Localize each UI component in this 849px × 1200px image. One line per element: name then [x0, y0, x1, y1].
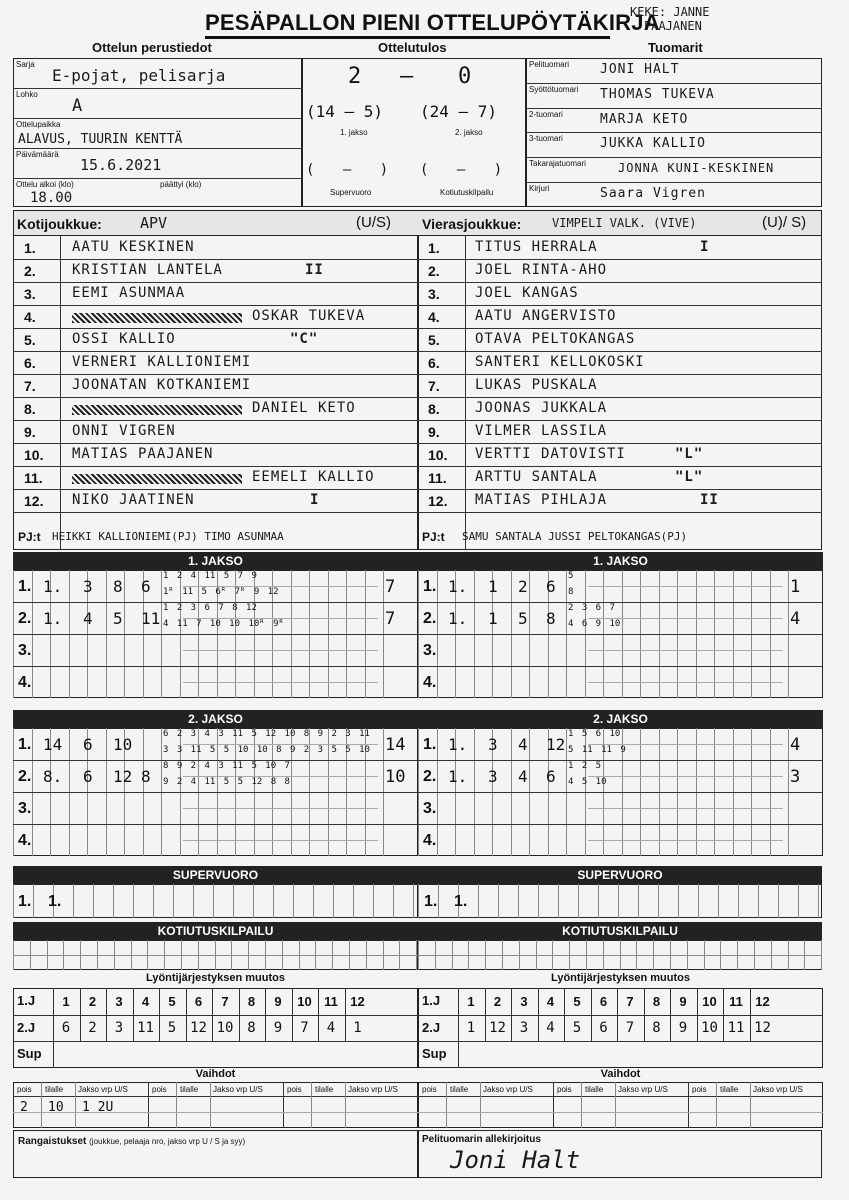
referee-name-2: MARJA KETO — [600, 111, 689, 127]
result-j1: (14 – 5) — [306, 102, 384, 121]
lj-2j-value: 3 — [114, 1020, 124, 1036]
batter-c: 4 — [518, 767, 528, 786]
batter-d: 6 — [546, 767, 556, 786]
sequence-bottom: 4 11 7 10 10 10ᴿ 9ᴿ — [163, 619, 284, 629]
vaihdot-jakso: Jakso vrp U/S — [78, 1085, 128, 1094]
batter-a: 1. — [448, 735, 468, 754]
home-player-name: DANIEL KETO — [252, 400, 356, 416]
lj-col: 1 — [467, 994, 475, 1009]
home-player-num: 8. — [24, 401, 36, 417]
away-player-mark: "L" — [675, 469, 704, 485]
away-player-name: OTAVA PELTOKANGAS — [475, 331, 636, 347]
lj-2j-value: 8 — [247, 1020, 256, 1036]
sequence-top: 2 3 6 7 — [568, 603, 615, 613]
batter-a: 1. — [448, 767, 468, 786]
lj-col: 12 — [350, 994, 365, 1009]
lj-2j-value: 5 — [167, 1020, 177, 1036]
inning-label: 1. — [18, 578, 32, 595]
referee-name-1: THOMAS TUKEVA — [600, 86, 715, 102]
away-player-name: VILMER LASSILA — [475, 423, 608, 439]
away-player-num: 12. — [428, 493, 448, 509]
lj-title-home: Lyöntijärjestyksen muutos — [146, 972, 285, 984]
batter-c: 10 — [113, 735, 133, 754]
home-player-num: 11. — [24, 470, 43, 486]
inning-label: 2. — [423, 610, 437, 627]
away-player-num: 2. — [428, 263, 440, 279]
lj-2j-value: 4 — [546, 1020, 555, 1036]
batter-a: 8. — [43, 767, 63, 786]
away-player-name: JOEL RINTA-AHO — [475, 262, 608, 278]
away-player-name: JOONAS JUKKALA — [475, 400, 608, 416]
batter-b: 3 — [83, 577, 93, 596]
batter-c: 4 — [518, 735, 528, 754]
home-player-name: NIKO JAATINEN — [72, 492, 195, 508]
lj-row-label: 2.J — [17, 1019, 36, 1035]
lj-col: 4 — [546, 994, 555, 1009]
lj-row-label: 1.J — [17, 993, 36, 1008]
home-team-name: APV — [140, 214, 168, 232]
away-player-name: TITUS HERRALA — [475, 239, 598, 255]
vaihdot-pois: pois — [557, 1085, 572, 1094]
inning-label: 3. — [423, 642, 437, 659]
paattyi-label: päättyi (klo) — [160, 180, 202, 189]
away-player-mark: "L" — [675, 446, 704, 462]
result-away: 0 — [458, 64, 472, 89]
batter-a: 14 — [43, 735, 63, 754]
sequence-top: 1 2 3 6 7 8 12 — [163, 603, 257, 613]
lj-col: 8 — [247, 994, 256, 1009]
vaihto-jakso-value: 1 2U — [82, 1100, 114, 1115]
lj-2j-value: 7 — [625, 1020, 635, 1036]
home-player-num: 12. — [24, 493, 44, 509]
vaihdot-pois: pois — [422, 1085, 437, 1094]
away-player-name: SANTERI KELLOKOSKI — [475, 354, 645, 370]
inning-label: 4. — [423, 674, 437, 691]
lj-row-label: 1.J — [422, 993, 441, 1008]
home-player-name: MATIAS PAAJANEN — [72, 446, 214, 462]
vaihdot-tilalle: tilalle — [450, 1085, 469, 1094]
document-title: PESÄPALLON PIENI OTTELUPÖYTÄKIRJA — [205, 10, 660, 35]
home-player-name: JOONATAN KOTKANIEMI — [72, 377, 252, 393]
lj-2j-value: 11 — [727, 1020, 745, 1036]
lj-title-away: Lyöntijärjestyksen muutos — [551, 972, 690, 984]
inning-total: 14 — [385, 735, 406, 755]
pvm-label: Päivämäärä — [16, 150, 59, 159]
home-player-name: VERNERI KALLIONIEMI — [72, 354, 252, 370]
away-player-num: 3. — [428, 286, 440, 302]
home-player-name: EEMI ASUNMAA — [72, 285, 186, 301]
referee-signature: Joni Halt — [450, 1146, 581, 1174]
vaihdot-jakso: Jakso vrp U/S — [483, 1085, 533, 1094]
inning-label: 2. — [18, 768, 32, 785]
j1-bar-away: 1. JAKSO — [418, 552, 823, 570]
away-player-name: LUKAS PUSKALA — [475, 377, 598, 393]
inning-label: 1. — [423, 736, 437, 753]
lj-col: 3 — [520, 994, 528, 1009]
inning-total: 7 — [385, 609, 396, 629]
paikka-value: ALAVUS, TUURIN KENTTÄ — [18, 132, 183, 147]
batter-d: 8 — [141, 767, 151, 786]
sv-bar-away: SUPERVUORO — [418, 866, 822, 884]
crossed-out-name — [72, 313, 242, 323]
j1-label: 1. jakso — [340, 128, 368, 137]
lj-col: 5 — [168, 994, 176, 1009]
vaihdot-tilalle: tilalle — [180, 1085, 199, 1094]
lohko-value: A — [72, 96, 83, 116]
away-player-num: 4. — [428, 309, 440, 325]
referee-role-2: 2-tuomari — [529, 109, 563, 119]
sequence-top: 1 2 4 11 5 7 9 — [163, 571, 257, 581]
lj-2j-value: 9 — [273, 1020, 283, 1036]
sequence-bottom: 3 3 11 5 5 10 10 8 9 2 3 5 5 10 — [163, 745, 370, 755]
batter-a: 1. — [43, 577, 63, 596]
lj-2j-value: 12 — [489, 1020, 506, 1036]
lj-2j-value: 1 — [466, 1020, 476, 1036]
referee-name-3: JUKKA KALLIO — [600, 136, 706, 152]
away-player-name: ARTTU SANTALA — [475, 469, 598, 485]
j2-label: 2. jakso — [455, 128, 483, 137]
home-team-label: Kotijoukkue: — [17, 216, 102, 232]
away-player-num: 7. — [428, 378, 440, 394]
referee-name-5: Saara Vigren — [600, 186, 706, 201]
batter-d: 6 — [546, 577, 556, 596]
corner-note-line1: KEKE: JANNE — [630, 5, 710, 19]
batter-c: 5 — [518, 609, 528, 628]
away-player-num: 9. — [428, 424, 440, 440]
lj-col: 4 — [141, 994, 150, 1009]
home-player-mark: "C" — [290, 331, 319, 347]
batter-b: 6 — [83, 767, 93, 786]
sv-bar-home: SUPERVUORO — [13, 866, 418, 884]
home-player-name: KRISTIAN LANTELA — [72, 262, 223, 278]
away-us: (U)/ S) — [762, 214, 807, 231]
basic-info-header: Ottelun perustiedot — [92, 40, 212, 55]
sv-label-away2: 1. — [454, 893, 468, 910]
scoresheet-page: PESÄPALLON PIENI OTTELUPÖYTÄKIRJA KEKE: JANNE PAAJANEN Ottelun perustiedot Ottelutulos Tuomarit Sarja E-pojat, pelisarja Lohko A Ottelupaikka ALAVUS, TUURIN KENTTÄ Päivämäärä 15.6.2021 Ottelu alkoi (klo) päättyi (klo) 18.00 2 — 0 (14 – 5) (24 – 7) 1. jakso 2. jakso ( – ) ( – ) Supervuoro Kotiutuskilpailu Pelituomari JONI HALT Syöttötuomari THOMAS TUKEVA 2-tuomari MARJA KETO 3-tuomari JUKKA KALLIO Takarajatuomari JONNA KUNI-KESKINEN Kirjuri Saara Vigren Kotijoukkue: APV (U/S) Vierasjoukkue: VIMPELI VALK. (VIVE) (U)/ S) 1. 1. AATU KESKINEN TITUS HERRALA I 2. 2. KRISTIAN LANTELA JOEL RINTA-AHO II 3. 3. EEMI ASUNMAA JOEL KANGAS 4. 4. OSKAR TUKEVA AATU ANGERVISTO 5. 5. OSSI KALLIO OTAVA PELTOKANGAS "C" 6. 6. VERNERI KALLIONIEMI SANTERI KELLOKOSKI 7. 7. JOONATAN KOTKANIEMI LUKAS PUSKALA 8. 8. DANIEL KETO JOONAS JUKKALA 9. 9. ONNI VIGREN VILMER LASSILA 10. 10. MATIAS PAAJANEN VERTTI DATOVISTI "L" 11. 11. EEMELI KALLIO ARTTU SANTALA "L" 12. 12. NIKO JAATINEN MATIAS PIHLAJA I II PJ:t HEIKKI KALLIONIEMI(PJ) TIMO ASUNMAA PJ:t SAMU SANTALA JUSSI PELTOKANGAS(PJ) 1. JAKSO 1. 2. 3. 4. 1. 3 8 6 1 2 4 11 5 7 9 1ᴿ 11 5 6ᴿ 7ᴿ 9 12 7 1. 4 5 11 1 2 3 6 7 8 12 4 11 7 10 10 10ᴿ 9ᴿ 7 1. JAKSO 1. 2. 3. 4. 1. 1 2 6 5 8 1 1. 1 5 8 2 3 6 7 4 6 9 10 4 2. JAKSO 1. 2. 3. 4. 14 6 10 6 2 3 4 3 11 5 12 10 8 9 2 3 11 3 3 11 5 5 10 10 8 9 2 3 5 5 10 14 8. 6 12 8 8 9 2 4 3 11 5 10 7 9 2 4 11 5 5 12 8 8 10 2. JAKSO 1. 2. 3. 4. 1. 3 4 12 1 5 6 10 5 11 11 9 4 1. 3 4 6 1 2 5 4 5 10 3 SUPERVUORO SUPERVUORO 1. 1. 1. 1. KOTIUTUSKILPAILU KOTIUTUSKILPAILU Lyöntijärjestyksen muutos 1.J 2.J Sup 1 6 2 2 3 3 4 11 5 5 6 12 7 10 8 8 9 9 10 7 11 4 12 1 Lyöntijärjestyksen muutos 1.J 2.J Sup 1 1 2 12 3 3 4 4 5 5 6 6 7 7 8 8 9 9 10 10 11 11 12 12 Vaihdot pois tilalle Jakso vrp U/S pois tilalle Jakso vrp U/S pois tilalle Jakso vrp U/S Vaihdot pois tilalle Jakso vrp U/S pois tilalle Jakso vrp U/S pois tilalle Jakso vrp U/S 2 10 1 2U Rangaistukset (joukkue, pelaaja nro, jakso vrp U / S ja syy) Pelituomarin allekirjoitus Joni Halt — [0, 0, 849, 1200]
referees-header: Tuomarit — [648, 40, 703, 55]
lj-row-label: Sup — [17, 1046, 42, 1062]
j2-bar-away: 2. JAKSO — [418, 710, 823, 728]
batter-a: 1. — [43, 609, 63, 628]
home-player-num: 4. — [24, 309, 36, 325]
lj-col: 2 — [88, 994, 97, 1009]
lj-col: 7 — [221, 994, 229, 1009]
home-player-name: OSKAR TUKEVA — [252, 308, 366, 324]
referee-name-0: JONI HALT — [600, 62, 680, 77]
inning-label: 1. — [18, 736, 32, 753]
away-player-name: MATIAS PIHLAJA — [475, 492, 608, 508]
home-player-num: 6. — [24, 355, 36, 371]
home-player-num: 10. — [24, 447, 44, 463]
vaihdot-jakso: Jakso vrp U/S — [213, 1085, 263, 1094]
batter-c: 8 — [113, 577, 123, 596]
away-player-num: 1. — [428, 240, 440, 256]
batter-c: 5 — [113, 609, 123, 628]
corner-note — [630, 5, 709, 33]
lj-row-label: 2.J — [422, 1019, 441, 1035]
inning-total: 7 — [385, 577, 396, 597]
inning-total: 4 — [790, 735, 801, 755]
vaihdot-pois: pois — [287, 1085, 302, 1094]
sv-label-home2: 1. — [48, 893, 62, 910]
lj-2j-value: 10 — [216, 1020, 234, 1036]
away-player-name: JOEL KANGAS — [475, 285, 579, 301]
lj-2j-value: 1 — [353, 1020, 362, 1036]
home-player-name: OSSI KALLIO — [72, 331, 176, 347]
inning-total: 10 — [385, 767, 406, 787]
sv-label-away: 1. — [424, 893, 438, 910]
vaihdot-tilalle: tilalle — [315, 1085, 334, 1094]
lj-2j-value: 3 — [519, 1020, 529, 1036]
lj-2j-value: 6 — [61, 1020, 71, 1036]
inning-total: 1 — [790, 577, 801, 597]
vaihto-tilalle-value: 10 — [48, 1100, 64, 1115]
home-player-name: AATU KESKINEN — [72, 239, 195, 255]
away-player-num: 5. — [428, 332, 440, 348]
home-player-name: EEMELI KALLIO — [252, 469, 375, 485]
sequence-top: 5 — [568, 571, 574, 581]
lj-2j-value: 10 — [701, 1020, 718, 1036]
title-underline — [205, 36, 610, 39]
lj-2j-value: 9 — [678, 1020, 688, 1036]
referee-role-5: Kirjuri — [529, 184, 550, 193]
home-player-num: 2. — [24, 263, 36, 279]
result-j2: (24 – 7) — [420, 102, 498, 121]
sarja-label: Sarja — [16, 60, 35, 69]
lj-2j-value: 6 — [599, 1020, 608, 1036]
lj-col: 10 — [297, 994, 312, 1009]
vaihdot-jakso: Jakso vrp U/S — [753, 1085, 803, 1094]
vaihdot-pois: pois — [17, 1085, 32, 1094]
away-player-mark: I — [700, 239, 710, 255]
lj-col: 10 — [702, 994, 717, 1009]
sequence-top: 6 2 3 4 3 11 5 12 10 8 9 2 3 11 — [163, 729, 370, 739]
home-us: (U/S) — [356, 214, 391, 231]
referee-name-4: JONNA KUNI-KESKINEN — [618, 161, 775, 176]
away-player-name: AATU ANGERVISTO — [475, 308, 617, 324]
crossed-out-name — [72, 405, 242, 415]
home-player-mark: I — [310, 492, 320, 508]
lj-col: 11 — [729, 994, 743, 1009]
result-box — [302, 58, 526, 207]
vaihdot-jakso: Jakso vrp U/S — [348, 1085, 398, 1094]
penalties-label: Rangaistukset (joukkue, pelaaja nro, jakso vrp U / S ja syy) — [18, 1136, 246, 1147]
sequence-bottom: 1ᴿ 11 5 6ᴿ 7ᴿ 9 12 — [163, 587, 279, 597]
away-player-mark: II — [700, 492, 719, 508]
away-player-num: 10. — [428, 447, 448, 463]
batter-c: 12 — [113, 767, 133, 786]
batter-b: 1 — [488, 577, 498, 596]
vaihdot-tilalle: tilalle — [45, 1085, 64, 1094]
batter-b: 3 — [488, 767, 498, 786]
kk-label: Kotiutuskilpailu — [440, 188, 494, 197]
inning-label: 4. — [18, 674, 32, 691]
batter-b: 3 — [488, 735, 498, 754]
batter-d: 8 — [546, 609, 556, 628]
result-sv: ( – ) — [306, 162, 389, 178]
home-pj-value: HEIKKI KALLIONIEMI(PJ) TIMO ASUNMAA — [52, 530, 284, 543]
sv-label-home: 1. — [18, 893, 32, 910]
kk-bar-away: KOTIUTUSKILPAILU — [418, 922, 822, 940]
j1-bar-home: 1. JAKSO — [13, 552, 418, 570]
paikka-label: Ottelupaikka — [16, 120, 61, 129]
inning-label: 2. — [18, 610, 32, 627]
inning-total: 4 — [790, 609, 801, 629]
sequence-bottom: 9 2 4 11 5 5 12 8 8 — [163, 777, 290, 787]
inning-label: 3. — [423, 800, 437, 817]
home-pj-label: PJ:t — [18, 530, 41, 544]
batter-d: 12 — [546, 735, 566, 754]
sequence-bottom: 4 6 9 10 — [568, 619, 621, 629]
home-player-mark: II — [305, 262, 324, 278]
vaihdot-pois: pois — [692, 1085, 707, 1094]
referee-role-0: Pelituomari — [529, 60, 570, 69]
inning-label: 3. — [18, 800, 32, 817]
vaihdot-tilalle: tilalle — [720, 1085, 739, 1094]
home-player-num: 7. — [24, 378, 36, 394]
lohko-label: Lohko — [16, 90, 38, 99]
lj-col: 1 — [62, 994, 70, 1009]
vaihdot-pois: pois — [152, 1085, 167, 1094]
home-player-name: ONNI VIGREN — [72, 423, 176, 439]
away-pj-value: SAMU SANTALA JUSSI PELTOKANGAS(PJ) — [462, 530, 688, 543]
result-kk: ( – ) — [420, 162, 503, 178]
batter-b: 1 — [488, 609, 498, 628]
home-player-num: 3. — [24, 286, 36, 302]
home-player-num: 1. — [24, 240, 36, 256]
lj-col: 6 — [599, 994, 608, 1009]
inning-label: 4. — [18, 832, 32, 849]
referee-role-1: Syöttötuomari — [529, 84, 579, 94]
lj-col: 9 — [679, 994, 687, 1009]
away-team-name: VIMPELI VALK. (VIVE) — [552, 216, 697, 230]
lj-2j-value: 5 — [572, 1020, 582, 1036]
batter-b: 4 — [83, 609, 93, 628]
lj-col: 2 — [493, 994, 502, 1009]
kk-bar-home: KOTIUTUSKILPAILU — [13, 922, 418, 940]
batter-d: 11 — [141, 609, 161, 628]
inning-label: 2. — [423, 768, 437, 785]
result-header: Ottelutulos — [378, 40, 447, 55]
home-player-num: 9. — [24, 424, 36, 440]
lj-2j-value: 4 — [326, 1020, 336, 1036]
sequence-top: 8 9 2 4 3 11 5 10 7 — [163, 761, 290, 771]
corner-note-line2: PAAJANEN — [644, 19, 702, 33]
lj-2j-value: 11 — [137, 1020, 154, 1036]
inning-label: 3. — [18, 642, 32, 659]
batter-a: 1. — [448, 577, 468, 596]
vaihto-pois-value: 2 — [20, 1100, 28, 1115]
sarja-value: E-pojat, pelisarja — [52, 66, 226, 85]
away-player-num: 8. — [428, 401, 440, 417]
alkoi-label: Ottelu alkoi (klo) — [16, 180, 74, 189]
sequence-top: 1 5 6 10 — [568, 729, 621, 739]
lj-col: 6 — [194, 994, 203, 1009]
away-team-label: Vierasjoukkue: — [422, 216, 522, 232]
inning-label: 1. — [423, 578, 437, 595]
inning-label: 4. — [423, 832, 437, 849]
sequence-bottom: 8 — [568, 587, 574, 597]
pvm-value: 15.6.2021 — [80, 156, 162, 174]
lj-col: 8 — [652, 994, 661, 1009]
referee-role-3: 3-tuomari — [529, 134, 563, 144]
lj-2j-value: 7 — [300, 1020, 309, 1036]
lj-2j-value: 2 — [88, 1020, 97, 1036]
lj-2j-value: 12 — [754, 1020, 771, 1036]
batter-b: 6 — [83, 735, 93, 754]
signature-label: Pelituomarin allekirjoitus — [422, 1134, 541, 1145]
lj-col: 11 — [324, 994, 338, 1009]
sequence-bottom: 5 11 11 9 — [568, 745, 626, 755]
lj-2j-value: 8 — [652, 1020, 661, 1036]
j2-bar-home: 2. JAKSO — [13, 710, 418, 728]
batter-c: 2 — [518, 577, 528, 596]
lj-2j-value: 12 — [190, 1020, 207, 1036]
vaihdot-jakso: Jakso vrp U/S — [618, 1085, 668, 1094]
lj-col: 7 — [626, 994, 634, 1009]
sequence-bottom: 4 5 10 — [568, 777, 607, 787]
batter-a: 1. — [448, 609, 468, 628]
vaihdot-title-home: Vaihdot — [195, 1068, 236, 1080]
lj-col: 3 — [115, 994, 123, 1009]
referee-role-4: Takarajatuomari — [529, 159, 586, 169]
away-pj-label: PJ:t — [422, 530, 445, 544]
inning-total: 3 — [790, 767, 801, 787]
crossed-out-name — [72, 474, 242, 484]
sv-label: Supervuoro — [330, 188, 372, 197]
lj-col: 12 — [755, 994, 770, 1009]
home-player-num: 5. — [24, 332, 36, 348]
vaihdot-title-away: Vaihdot — [600, 1068, 641, 1080]
lj-col: 9 — [274, 994, 282, 1009]
away-player-num: 6. — [428, 355, 440, 371]
lj-row-label: Sup — [422, 1046, 447, 1062]
away-player-num: 11. — [428, 470, 447, 486]
sequence-top: 1 2 5 — [568, 761, 602, 771]
vaihdot-tilalle: tilalle — [585, 1085, 604, 1094]
batter-d: 6 — [141, 577, 151, 596]
away-player-name: VERTTI DATOVISTI — [475, 446, 626, 462]
result-home: 2 — [348, 64, 362, 89]
lj-col: 5 — [573, 994, 581, 1009]
alkoi-value: 18.00 — [30, 190, 73, 206]
